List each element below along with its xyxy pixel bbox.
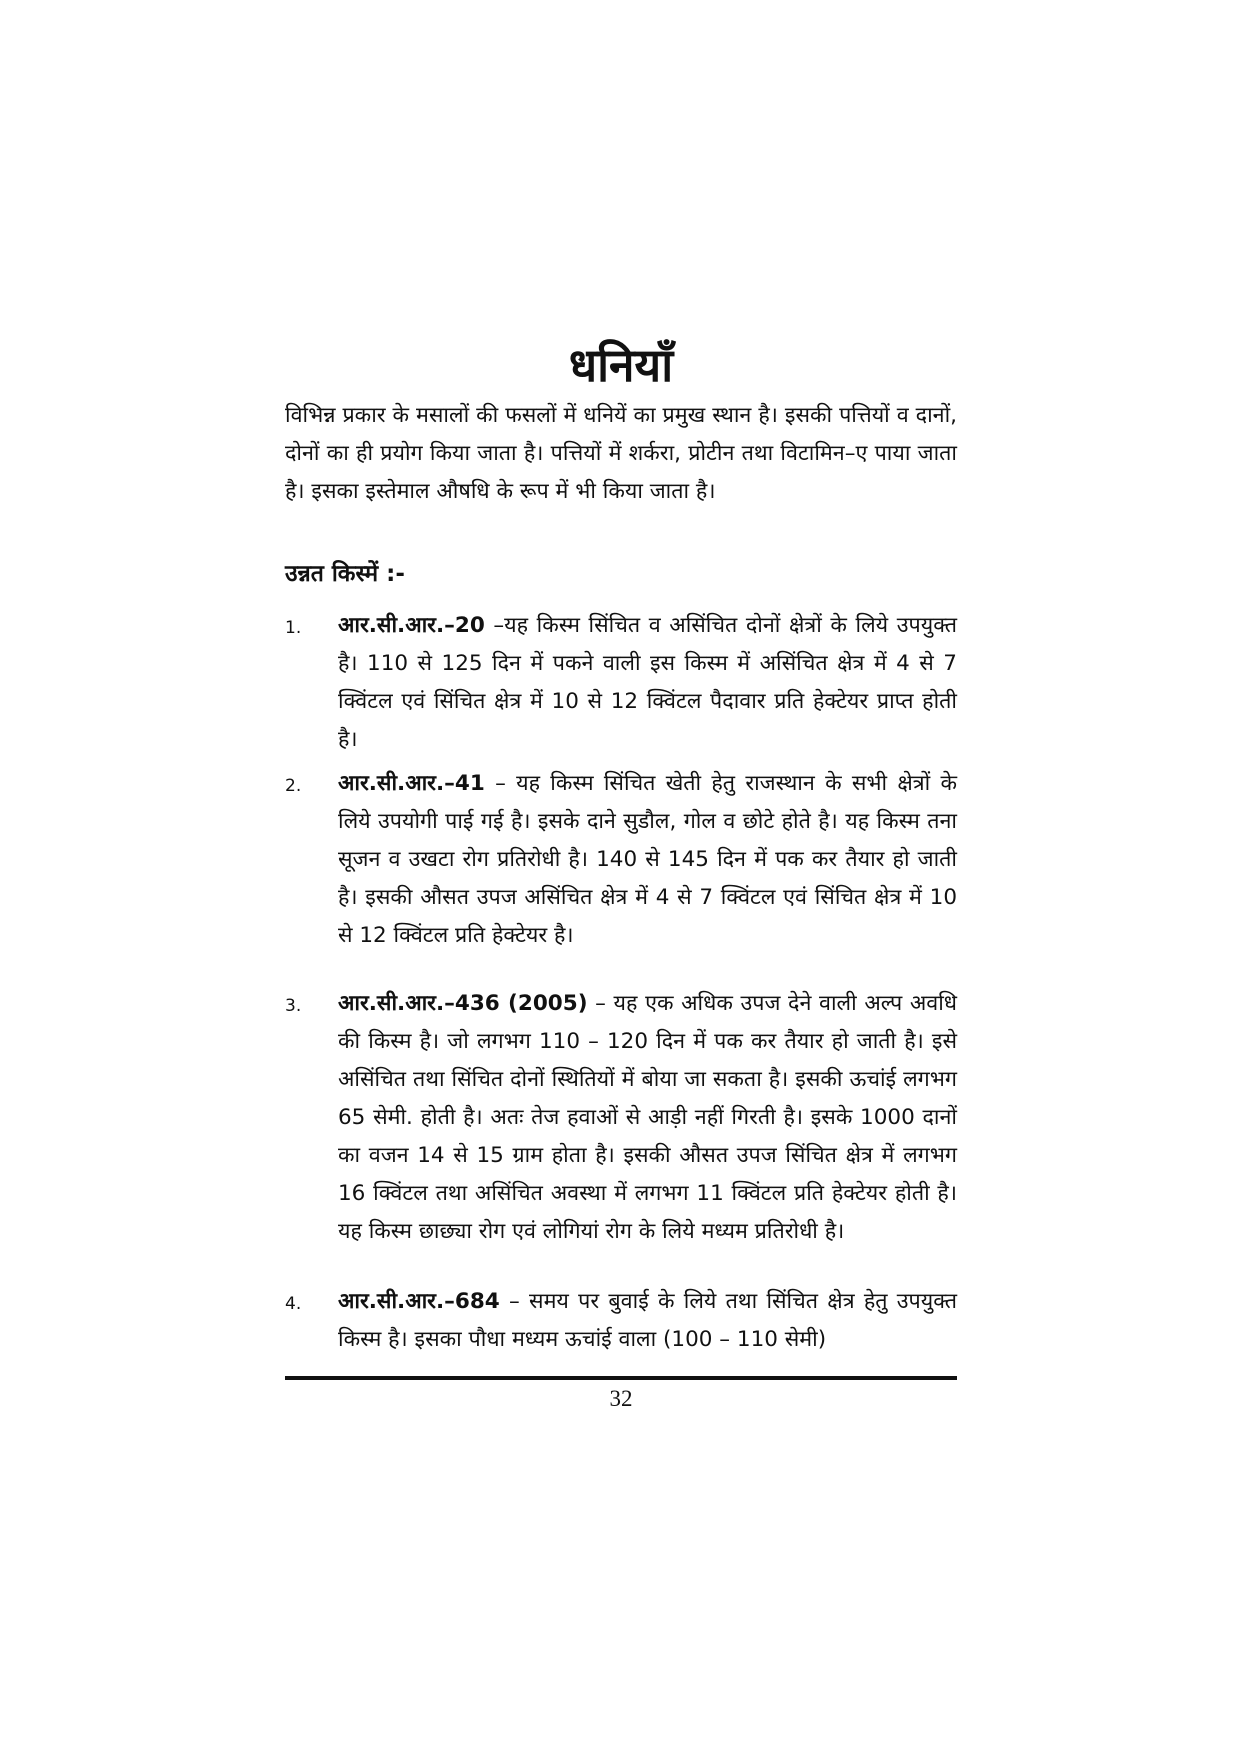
list-item-text: [338, 1283, 957, 1359]
variety-description: – समय पर बुवाई के लिये तथा सिंचित क्षेत्र हेतु उपयुक्त किस्म है। इसका पौधा मध्यम ऊचांई वाला (100 – 110 सेमी): [338, 1289, 957, 1352]
footer-divider: [285, 1376, 957, 1380]
section-heading: उन्नत किस्में :-: [285, 561, 405, 587]
list-item-text: [338, 607, 957, 759]
variety-name: आर.सी.आर.–20: [338, 613, 485, 638]
list-item-number: 4.: [285, 1294, 302, 1314]
variety-description: – यह एक अधिक उपज देने वाली अल्प अवधि की किस्म है। जो लगभग 110 – 120 दिन में पक कर तैयार हो जाती है। इसे असिंचित तथा सिंचित दोनों स्थितियों में बोया जा सकता है। इसकी ऊचांई लगभग 65 सेमी. होती है। अतः तेज हवाओं से आड़ी नहीं गिरती है। इसके 1000 दानों का वजन 14 से 15 ग्राम होता है। इसकी औसत उपज सिंचित क्षेत्र में लगभग 16 क्विंटल तथा असिंचित अवस्था में लगभग 11 क्विंटल प्रति हेक्टेयर होती है। यह किस्म छाछ्या रोग एवं लोगियां रोग के लिये मध्यम प्रतिरोधी है।: [338, 991, 957, 1244]
intro-paragraph: विभिन्न प्रकार के मसालों की फसलों में धनियें का प्रमुख स्थान है। इसकी पत्तियों व दानों, दोनों का ही प्रयोग किया जाता है। पत्तियों में शर्करा, प्रोटीन तथा विटामिन–ए पाया जाता है। इसका इस्तेमाल औषधि के रूप में भी किया जाता है।: [285, 403, 957, 504]
list-item-text: [338, 985, 957, 1251]
variety-description: – यह किस्म सिंचित खेती हेतु राजस्थान के सभी क्षेत्रों के लिये उपयोगी पाई गई है। इसके दाने सुडौल, गोल व छोटे होते है। यह किस्म तना सूजन व उखटा रोग प्रतिरोधी है। 140 से 145 दिन में पक कर तैयार हो जाती है। इसकी औसत उपज असिंचित क्षेत्र में 4 से 7 क्विंटल एवं सिंचित क्षेत्र में 10 से 12 क्विंटल प्रति हेक्टेयर है।: [338, 771, 957, 948]
list-item-number: 1.: [285, 618, 302, 638]
list-item-number: 3.: [285, 996, 302, 1016]
variety-name: आर.सी.आर.–41: [338, 771, 485, 796]
list-item-text: [338, 765, 957, 955]
variety-name: आर.सी.आर.–436 (2005): [338, 991, 588, 1016]
page-number: 32: [609, 1386, 633, 1411]
page-title: धनियाँ: [568, 338, 674, 392]
variety-name: आर.सी.आर.–684: [338, 1289, 500, 1314]
variety-description: –यह किस्म सिंचित व असिंचित दोनों क्षेत्रों के लिये उपयुक्त है। 110 से 125 दिन में पकने वाली इस किस्म में असिंचित क्षेत्र में 4 से 7 क्विंटल एवं सिंचित क्षेत्र में 10 से 12 क्विंटल पैदावार प्रति हेक्टेयर प्राप्त होती है।: [338, 613, 957, 752]
list-item-number: 2.: [285, 776, 302, 796]
